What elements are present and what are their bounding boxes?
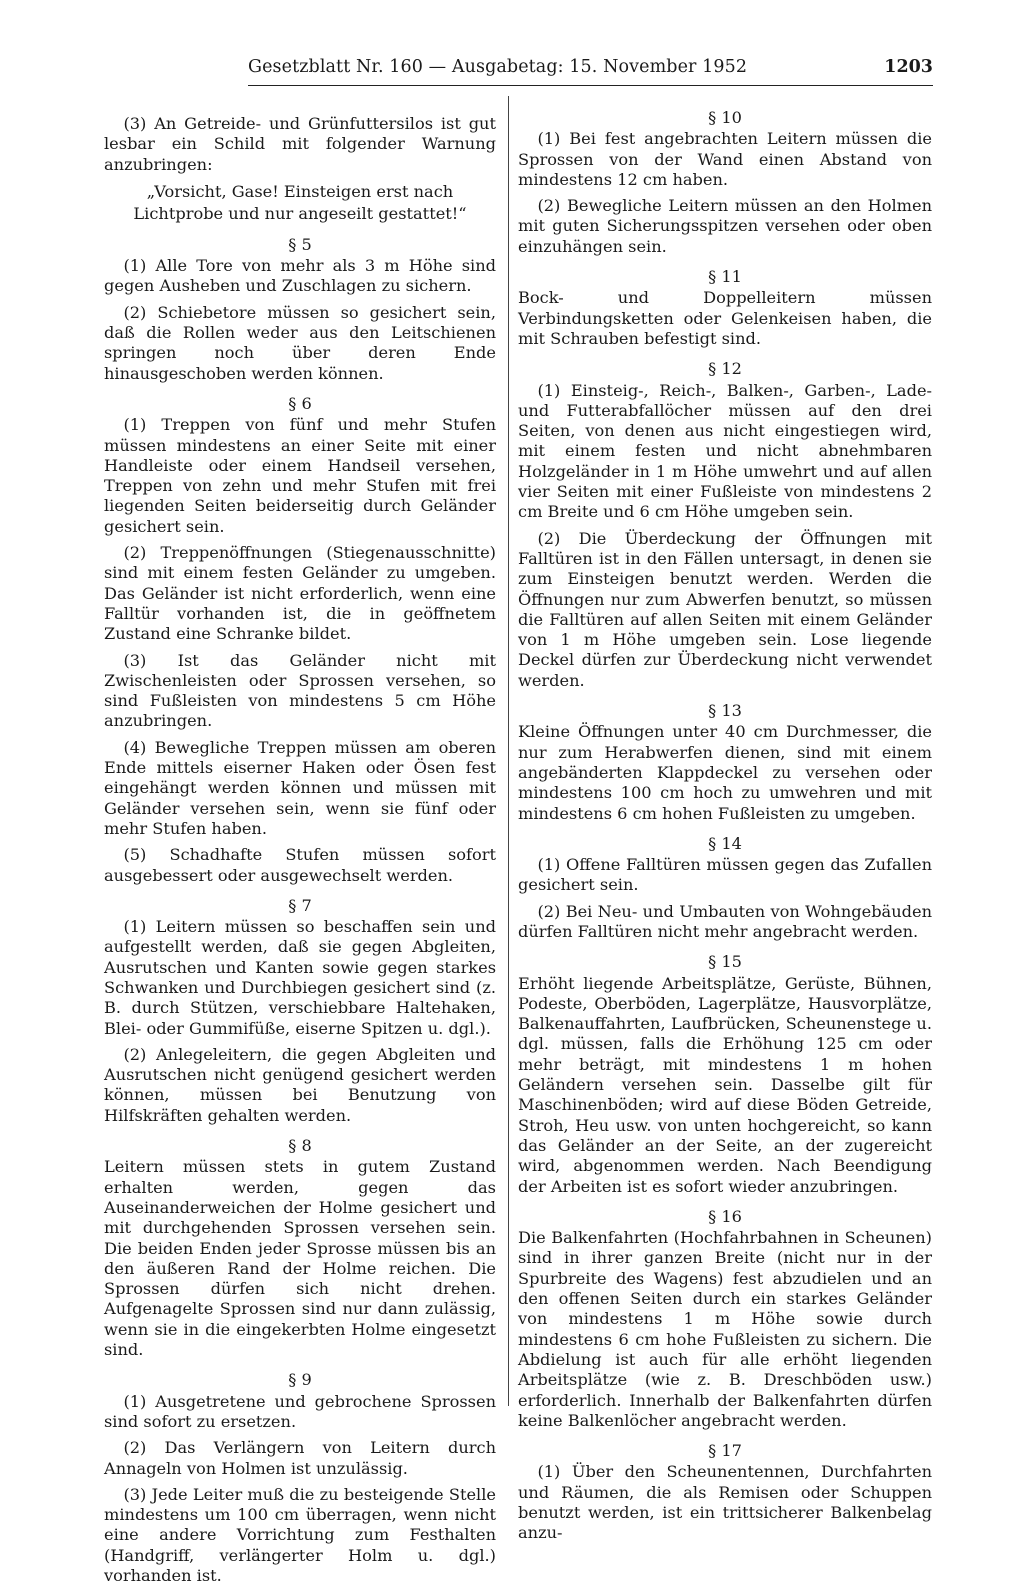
paragraph-14-2: (2) Bei Neu- und Umbauten von Wohngebäuden dürfen Falltüren nicht mehr angebracht werden. — [518, 901, 932, 941]
paragraph-5-2: (2) Schiebetore müssen so gesichert sein, daß die Rollen weder aus den Leitschienen springen noch über deren Ende hinausgeschoben werden können. — [104, 302, 496, 383]
paragraph-12-1: (1) Einsteig-, Reich-, Balken-, Garben-, Lade- und Futterabfallöcher müssen auf den drei Seiten, von denen aus nicht eingestiegen wird, mit einem festen und nicht abnehmbaren Holzgeländer in 1 m Höhe umwehrt und auf allen vier Seiten mit einer Fußleiste von mindestens 2 cm Breite und 6 cm Höhe umgeben sein. — [518, 380, 932, 522]
paragraph-10-1: (1) Bei fest angebrachten Leitern müssen die Sprossen von der Wand einen Abstand von mindestens 12 cm haben. — [518, 129, 932, 189]
section-13-heading: § 13 — [708, 701, 742, 721]
paragraph-4-3: (3) An Getreide- und Grünfuttersilos ist gut lesbar ein Schild mit folgender Warnung anzubringen: — [104, 114, 496, 174]
paragraph-5-1: (1) Alle Tore von mehr als 3 m Höhe sind gegen Ausheben und Zuschlagen zu sichern. — [104, 256, 496, 296]
paragraph-9-2: (2) Das Verlängern von Leitern durch Annageln von Holmen ist unzulässig. — [104, 1438, 496, 1478]
paragraph-9-3: (3) Jede Leiter muß die zu besteigende Stelle mindestens um 100 cm überragen, wenn nicht eine andere Vorrichtung zum Festhalten (Handgriff, verlängerter Holm u. dgl.) vorhanden ist. — [104, 1484, 496, 1585]
paragraph-10-2: (2) Bewegliche Leitern müssen an den Holmen mit guten Sicherungsspitzen versehen oder oben einzuhängen sein. — [518, 196, 932, 256]
paragraph-7-1: (1) Leitern müssen so beschaffen sein und aufgestellt werden, daß sie gegen Abgleiten, Ausrutschen und Kanten sowie gegen starkes Schwanken und Durchbiegen gesichert sind (z. B. durch Stützen, verschiebbare Haltehaken, Blei- oder Gummifüße, eiserne Spitzen u. dgl.). — [104, 917, 496, 1038]
column-divider — [508, 96, 509, 1406]
section-12-heading: § 12 — [708, 359, 742, 379]
section-9-heading: § 9 — [288, 1370, 312, 1390]
paragraph-16: Die Balkenfahrten (Hochfahrbahnen in Scheunen) sind in ihrer ganzen Breite (nicht nur in der Spurbreite des Wagens) fest abzudielen und an den offenen Seiten durch ein starkes Geländer von mindestens 1 m Höhe sowie durch mindestens 6 cm hohe Fußleisten zu sichern. Die Abdielung ist auch für alle erhöht liegenden Arbeitsplätze (wie z. B. Dreschböden usw.) erforderlich. Innerhalb der Balkenfahrten dürfen keine Balkenlöcher angebracht werden. — [518, 1228, 932, 1430]
page-header — [248, 57, 933, 85]
paragraph-6-3: (3) Ist das Geländer nicht mit Zwischenleisten oder Sprossen versehen, so sind Fußleisten von mindestens 5 cm Höhe anzubringen. — [104, 650, 496, 731]
section-14-heading: § 14 — [708, 833, 742, 853]
paragraph-6-1: (1) Treppen von fünf und mehr Stufen müssen mindestens an einer Seite mit einer Handleiste oder einem Handseil versehen, Treppen von zehn und mehr Stufen mit frei liegenden Seiten beiderseitig durch Geländer gesichert sein. — [104, 415, 496, 536]
paragraph-8: Leitern müssen stets in gutem Zustand erhalten werden, gegen das Auseinanderweichen der Holme gesichert und mit durchgehenden Sprossen versehen sein. Die beiden Enden jeder Sprosse müssen bis an den äußeren Rand der Holme reichen. Die Sprossen dürfen sich nicht drehen. Aufgenagelte Sprossen sind nur dann zulässig, wenn sie in die eingekerbten Holme eingesetzt sind. — [104, 1157, 496, 1360]
header-rule — [248, 85, 933, 86]
section-15-heading: § 15 — [708, 952, 742, 972]
section-7-heading: § 7 — [288, 895, 312, 915]
paragraph-14-1: (1) Offene Falltüren müssen gegen das Zufallen gesichert sein. — [518, 855, 932, 895]
section-6-heading: § 6 — [288, 393, 312, 413]
paragraph-12-2: (2) Die Überdeckung der Öffnungen mit Falltüren ist in den Fällen untersagt, in denen sie zum Einsteigen benutzt werden. Werden die Öffnungen nur zum Abwerfen benutzt, so müssen die Falltüren auf allen Seiten mit einem Geländer von 1 m Höhe umgeben sein. Lose liegende Deckel dürfen zur Überdeckung nicht verwendet werden. — [518, 528, 932, 690]
paragraph-9-1: (1) Ausgetretene und gebrochene Sprossen sind sofort zu ersetzen. — [104, 1391, 496, 1431]
section-17-heading: § 17 — [708, 1441, 742, 1461]
paragraph-13: Kleine Öffnungen unter 40 cm Durchmesser, die nur zum Herabwerfen dienen, sind mit einem angebänderten Klappdeckel zu versehen oder mindestens 100 cm hoch zu umwehren und mit mindestens 6 cm hohen Fußleisten zu umgeben. — [518, 722, 932, 823]
paragraph-6-5: (5) Schadhafte Stufen müssen sofort ausgebessert oder ausgewechselt werden. — [104, 845, 496, 885]
paragraph-11: Bock- und Doppelleitern müssen Verbindungsketten oder Gelenkeisen haben, die mit Schrauben befestigt sind. — [518, 288, 932, 348]
section-10-heading: § 10 — [708, 108, 742, 127]
warning-quote: „Vorsicht, Gase! Einsteigen erst nach Lichtprobe und nur angeseilt gestattet!“ — [133, 181, 467, 223]
gazette-header-title: Gesetzblatt Nr. 160 — Ausgabetag: 15. November 1952 — [248, 57, 748, 77]
right-column — [518, 108, 932, 1550]
paragraph-15: Erhöht liegende Arbeitsplätze, Gerüste, Bühnen, Podeste, Oberböden, Lagerplätze, Hausvorplätze, Balkenauffahrten, Laufbrücken, Scheunenstege u. dgl. müssen, falls die Erhöhung 125 cm oder mehr beträgt, mit mindestens 1 m hohen Geländern versehen sein. Dasselbe gilt für Maschinenböden; wird auf diese Böden Getreide, Stroh, Heu usw. von unten hochgereicht, so kann das Geländer an der Seite, an der zugereicht wird, abgenommen werden. Nach Beendigung der Arbeiten ist es sofort wieder anzubringen. — [518, 973, 932, 1196]
paragraph-17-1: (1) Über den Scheunentennen, Durchfahrten und Räumen, die als Remisen oder Schuppen benutzt werden, ist ein trittsicherer Balkenbelag anzu- — [518, 1462, 932, 1543]
paragraph-6-2: (2) Treppenöffnungen (Stiegenausschnitte) sind mit einem festen Geländer zu umgeben. Das Geländer ist nicht erforderlich, wenn eine Falltür vorhanden ist, die in geöffnetem Zustand eine Schranke bildet. — [104, 543, 496, 644]
section-16-heading: § 16 — [708, 1206, 742, 1226]
paragraph-6-4: (4) Bewegliche Treppen müssen am oberen Ende mittels eiserner Haken oder Ösen fest eingehängt werden können und müssen mit Geländer versehen sein, wenn sie fünf oder mehr Stufen haben. — [104, 737, 496, 838]
paragraph-7-2: (2) Anlegeleitern, die gegen Abgleiten und Ausrutschen nicht genügend gesichert werden können, müssen bei Benutzung von Hilfskräften gehalten werden. — [104, 1044, 496, 1125]
section-5-heading: § 5 — [288, 234, 312, 254]
page-number: 1203 — [884, 57, 933, 77]
section-11-heading: § 11 — [708, 267, 742, 287]
left-column — [104, 114, 496, 1592]
section-8-heading: § 8 — [288, 1136, 312, 1156]
